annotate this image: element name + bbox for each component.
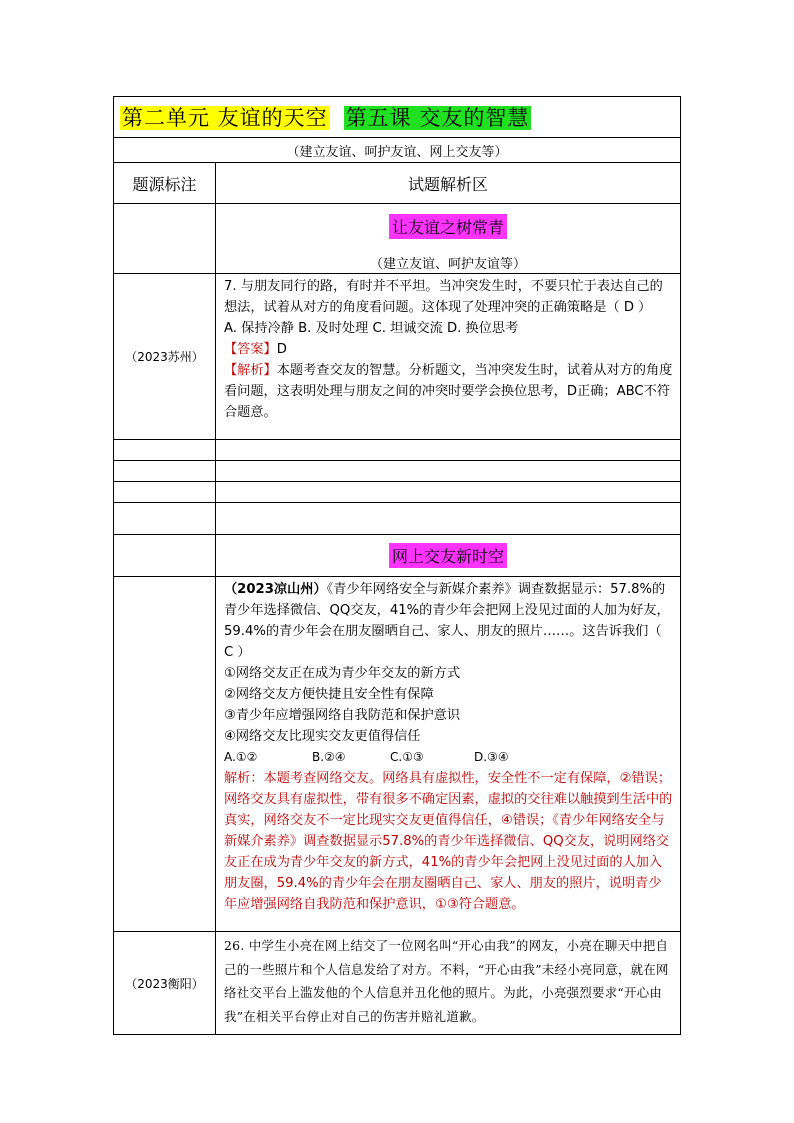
question-3 <box>216 932 681 1035</box>
question-source: （2023衡阳） <box>114 932 216 1035</box>
answer-tag: 【答案】 <box>224 342 277 357</box>
section-heading-2 <box>216 535 681 577</box>
question-source-inline: （2023凉山州） <box>224 582 327 597</box>
option-a: A.①② <box>224 750 258 764</box>
answer-options <box>224 747 674 768</box>
empty-cell <box>216 440 681 461</box>
choice-item: ①网络交友正在成为青少年交友的新方式 <box>224 666 461 681</box>
empty-cell <box>216 503 681 535</box>
empty-cell <box>216 461 681 482</box>
unit-title: 第二单元 友谊的天空 <box>122 106 328 130</box>
question-stem-text: 《青少年网络安全与新媒介素养》调查数据显示：57.8%的青少年选择微信、QQ交友，41%的青少年会把网上没见过面的人加为好友，59.4%的青少年会在朋友圈晒自己、家人、朋友的照片……。这告诉我们（ C ） <box>224 582 670 660</box>
column-header-analysis: 试题解析区 <box>216 163 681 204</box>
option-b: B.②④ <box>312 750 346 764</box>
option-d: D.③④ <box>474 750 509 764</box>
empty-cell <box>114 577 216 932</box>
section-heading-1 <box>216 204 681 274</box>
empty-cell <box>114 461 216 482</box>
choice-item: ④网络交友比现实交友更值得信任 <box>224 729 421 744</box>
question-stem <box>224 579 674 663</box>
lesson-title: 第五课 交友的智慧 <box>345 106 530 130</box>
analysis-text: 本题考查交友的智慧。分析题文，当冲突发生时，试着从对方的角度看问题，这表明处理与朋友之间的冲突时要学会换位思考，D正确；ABC不符合题意。 <box>224 363 673 420</box>
question-stem: 7. 与朋友同行的路，有时并不平坦。当冲突发生时，不要只忙于表达自己的想法，试着从对方的角度看问题。这体现了处理冲突的正确策略是（ D ） <box>224 279 663 315</box>
analysis-line <box>224 360 674 423</box>
question-stem: 26. 中学生小亮在网上结交了一位网名叫“开心由我”的网友，小亮在聊天中把自己的一些照片和个人信息发给了对方。不料，“开心由我”未经小亮同意，就在网络社交平台上滥发他的个人信息并丑化他的照片。为此，小亮强烈要求“开心由我”在相关平台停止对自己的伤害并赔礼道歉。 <box>224 938 669 1024</box>
choice-item: ③青少年应增强网络自我防范和保护意识 <box>224 708 461 723</box>
column-header-source: 题源标注 <box>114 163 216 204</box>
page-subtitle: （建立友谊、呵护友谊、网上交友等） <box>114 138 681 163</box>
empty-cell <box>216 482 681 503</box>
empty-cell <box>114 482 216 503</box>
empty-cell <box>114 204 216 274</box>
question-2 <box>216 577 681 932</box>
title-row <box>114 97 681 138</box>
choice-item: ②网络交友方便快捷且安全性有保障 <box>224 687 434 702</box>
worksheet <box>113 96 681 1035</box>
empty-cell <box>114 440 216 461</box>
option-c: C.①③ <box>390 750 424 764</box>
section-title-online: 网上交友新时空 <box>389 543 507 568</box>
analysis-tag: 【解析】 <box>224 363 277 378</box>
question-options: A. 保持冷静 B. 及时处理 C. 坦诚交流 D. 换位思考 <box>224 321 519 336</box>
question-1 <box>216 274 681 440</box>
answer-line <box>224 339 674 360</box>
section-subtitle-friendship: （建立友谊、呵护友谊等） <box>369 256 526 272</box>
analysis-text: 解析：本题考查网络交友。网络具有虚拟性，安全性不一定有保障，②错误；网络交友具有虚拟性，带有很多不确定因素，虚拟的交往难以触摸到生活中的真实，网络交友不一定比现实交友更值得信任，④错误；《青少年网络安全与新媒介素养》调查数据显示57.8%的青少年选择微信、QQ交友，说明网络交友正在成为青少年交友的新方式，41%的青少年会把网上没见过面的人加入朋友圈，59.4%的青少年会在朋友圈晒自己、家人、朋友的照片，说明青少年应增强网络自我防范和保护意识，①③符合题意。 <box>224 771 673 912</box>
question-source: （2023苏州） <box>114 274 216 440</box>
section-title-friendship: 让友谊之树常青 <box>389 214 507 239</box>
answer-value: D <box>276 342 287 357</box>
empty-cell <box>114 503 216 535</box>
worksheet-table <box>113 96 681 1035</box>
empty-cell <box>114 535 216 577</box>
